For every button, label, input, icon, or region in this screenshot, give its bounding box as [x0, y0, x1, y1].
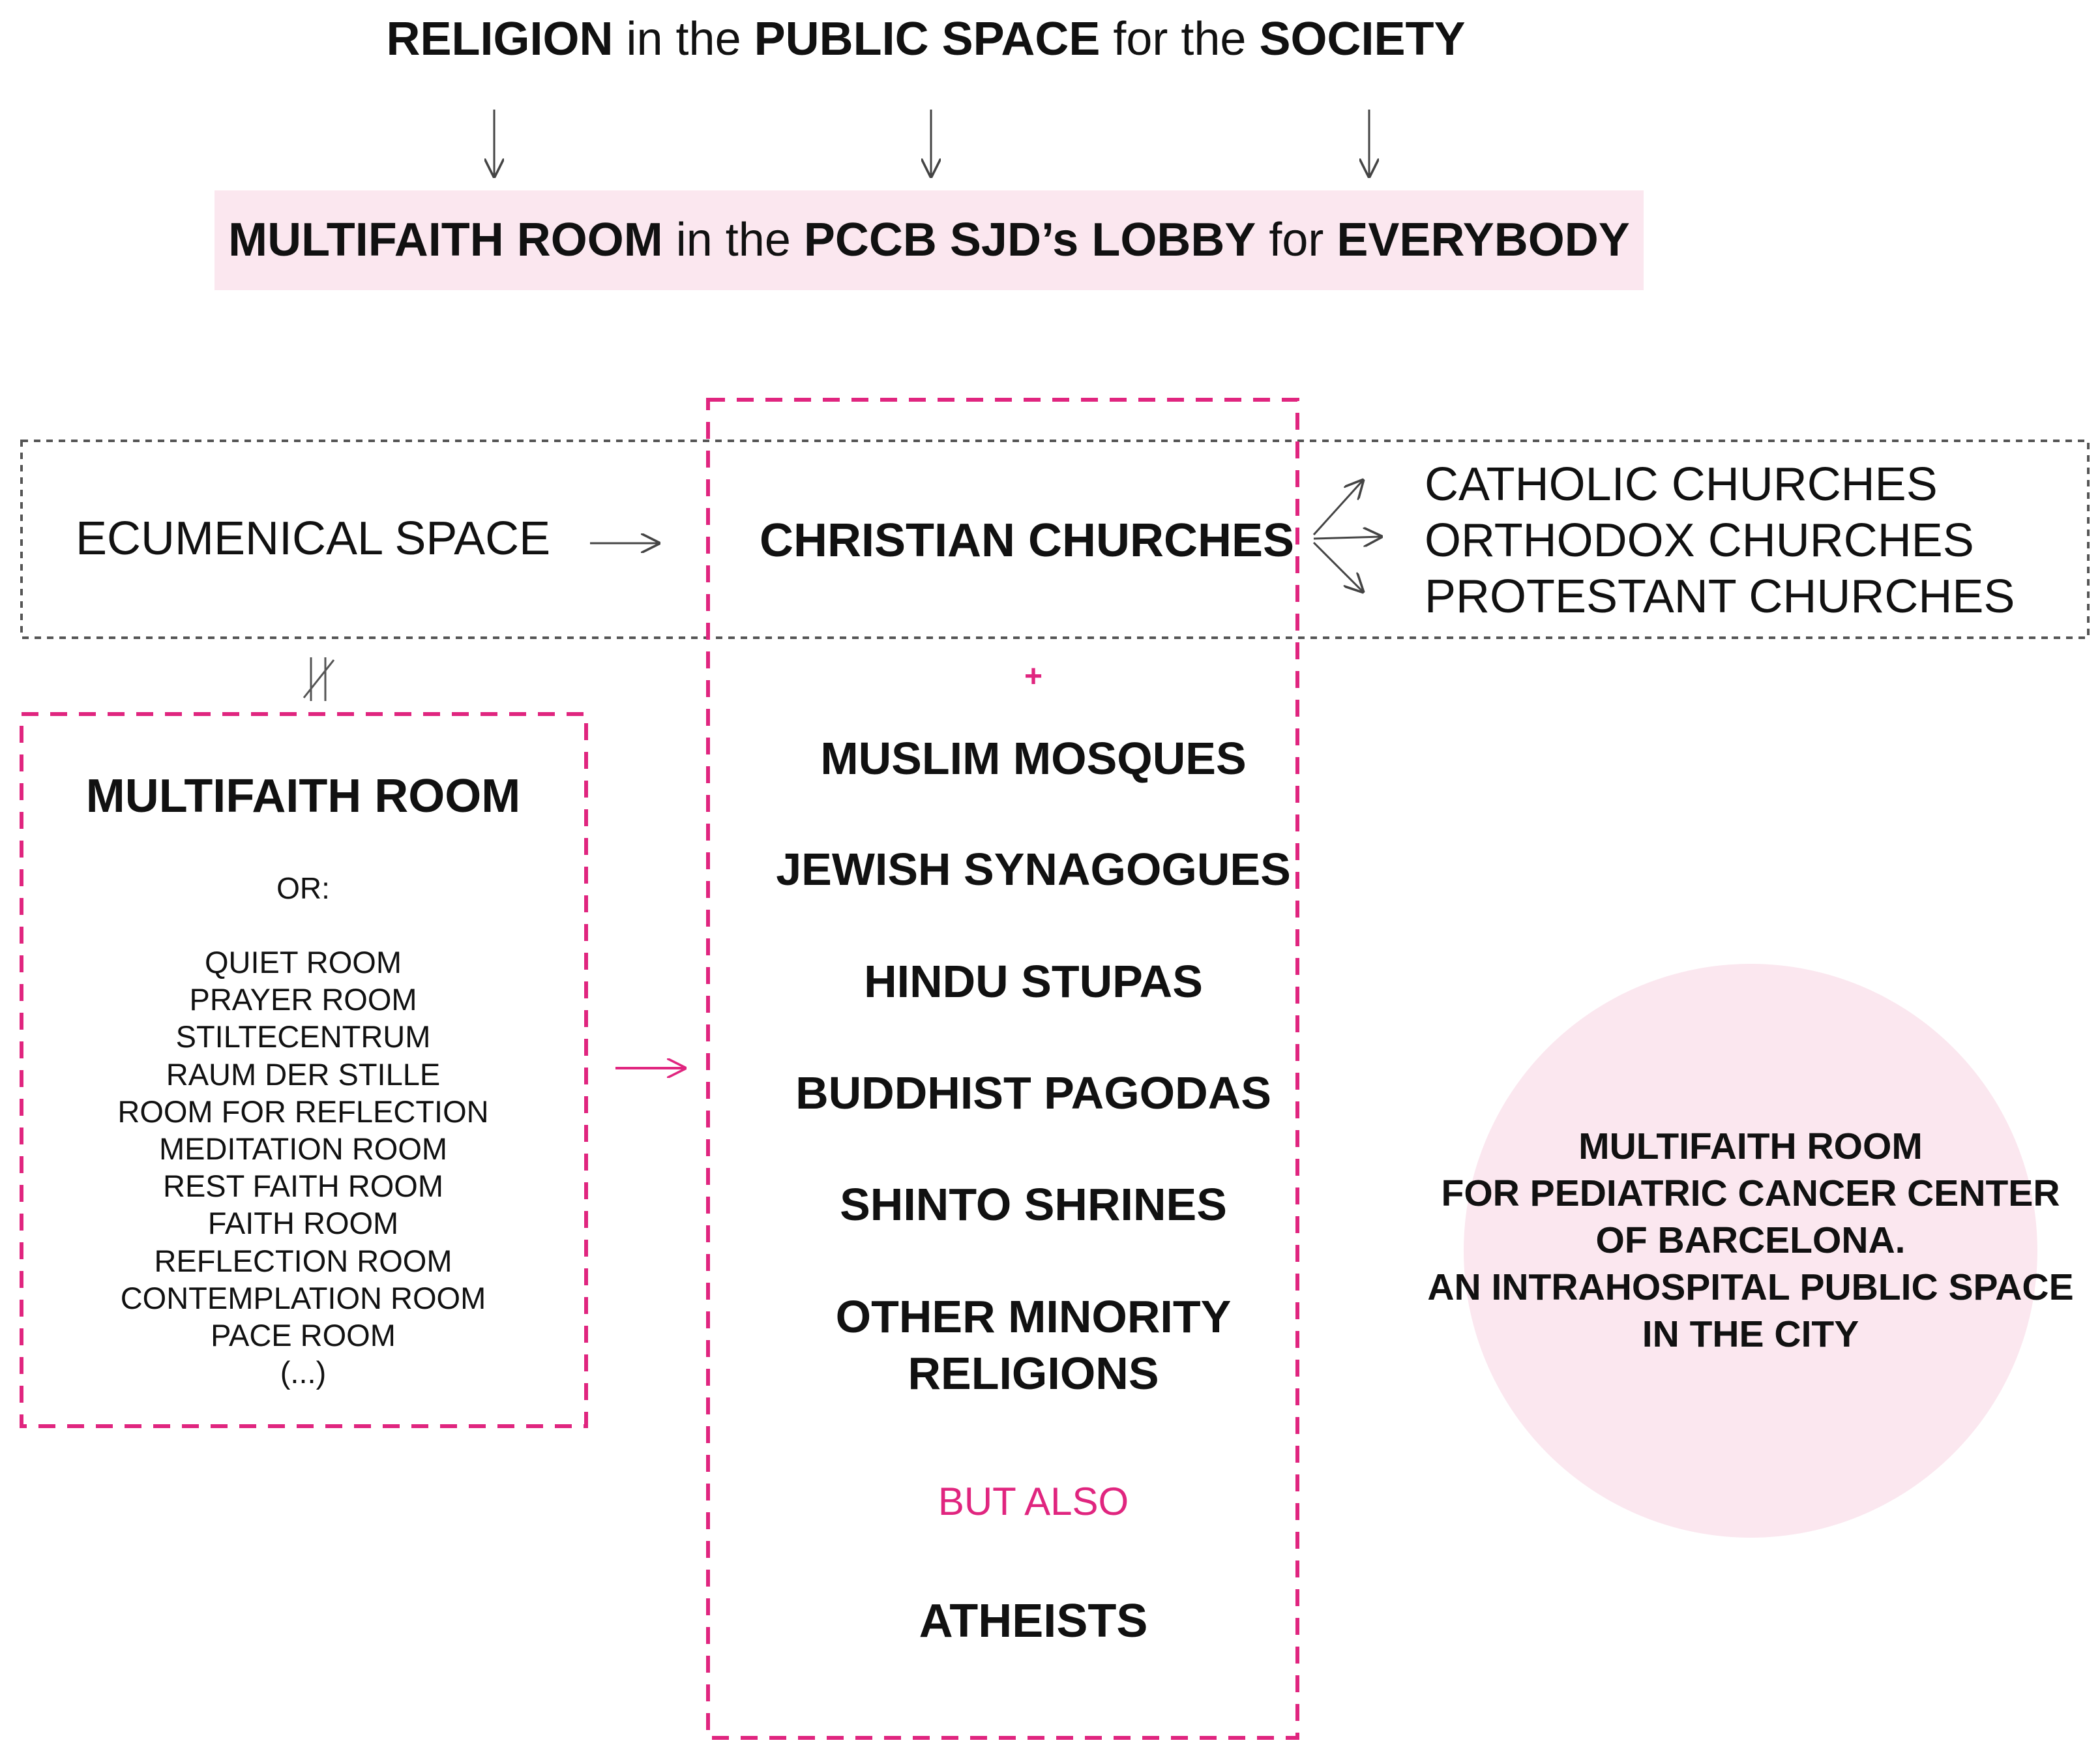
plus-sign: + [1024, 659, 1043, 694]
circle-line-2: FOR PEDIATRIC CANCER CENTER [1441, 1172, 2060, 1214]
christian-churches-label: CHRISTIAN CHURCHES [759, 515, 1295, 567]
religion-buddhist: BUDDHIST PAGODAS [795, 1068, 1271, 1118]
circle-line-1: MULTIFAITH ROOM [1578, 1126, 1923, 1167]
religion-hindu: HINDU STUPAS [864, 956, 1203, 1007]
denominations-list [1425, 456, 2015, 625]
ecumenical-space-label: ECUMENICAL SPACE [76, 513, 551, 565]
atheists-label: ATHEISTS [919, 1595, 1148, 1647]
subtitle-multifaith-room: MULTIFAITH ROOM [228, 214, 663, 266]
religion-shinto: SHINTO SHRINES [840, 1179, 1227, 1230]
multifaith-room-title: MULTIFAITH ROOM [85, 770, 521, 822]
not-equal-slash [304, 660, 334, 698]
circle-line-3: OF BARCELONA. [1595, 1219, 1906, 1261]
list-item: CONTEMPLATION ROOM [120, 1280, 486, 1315]
circle-line-5: IN THE CITY [1642, 1313, 1859, 1355]
list-item: RAUM DER STILLE [166, 1056, 441, 1092]
subtitle-connector-1: in the [662, 214, 804, 266]
list-item: (...) [280, 1355, 327, 1390]
title-connector-1: in the [613, 13, 754, 65]
list-item: PACE ROOM [211, 1317, 396, 1352]
list-item: QUIET ROOM [204, 945, 402, 979]
religion-other-line-2: RELIGIONS [908, 1348, 1159, 1399]
title-public-space: PUBLIC SPACE [754, 13, 1101, 65]
circle-line-4: AN INTRAHOSPITAL PUBLIC SPACE [1427, 1266, 2074, 1308]
subtitle-lobby: PCCB SJD’s LOBBY [803, 214, 1256, 266]
list-item: FAITH ROOM [207, 1206, 399, 1241]
list-item: REST FAITH ROOM [163, 1169, 443, 1204]
religion-jewish: JEWISH SYNAGOGUES [776, 844, 1291, 895]
or-label: OR: [276, 871, 330, 905]
title-society: SOCIETY [1259, 13, 1466, 65]
list-item: STILTECENTRUM [175, 1019, 431, 1054]
but-also-label: BUT ALSO [938, 1480, 1129, 1523]
subtitle-connector-2: for [1256, 214, 1337, 266]
title-religion: RELIGION [386, 13, 614, 65]
denomination-protestant: PROTESTANT CHURCHES [1425, 571, 2015, 623]
denomination-catholic: CATHOLIC CHURCHES [1425, 458, 1938, 511]
list-item: PRAYER ROOM [189, 982, 417, 1017]
list-item: MEDITATION ROOM [158, 1131, 448, 1166]
title-connector-2: for the [1100, 13, 1260, 65]
subtitle-everybody: EVERYBODY [1337, 214, 1630, 266]
list-item: REFLECTION ROOM [154, 1243, 452, 1278]
religion-muslim: MUSLIM MOSQUES [820, 733, 1247, 784]
circle-caption [1389, 1123, 2100, 1358]
denomination-orthodox: ORTHODOX CHURCHES [1425, 515, 1974, 567]
room-names-list [20, 944, 587, 1391]
list-item: ROOM FOR REFLECTION [117, 1094, 489, 1129]
religion-other-line-1: OTHER MINORITY [835, 1291, 1232, 1342]
